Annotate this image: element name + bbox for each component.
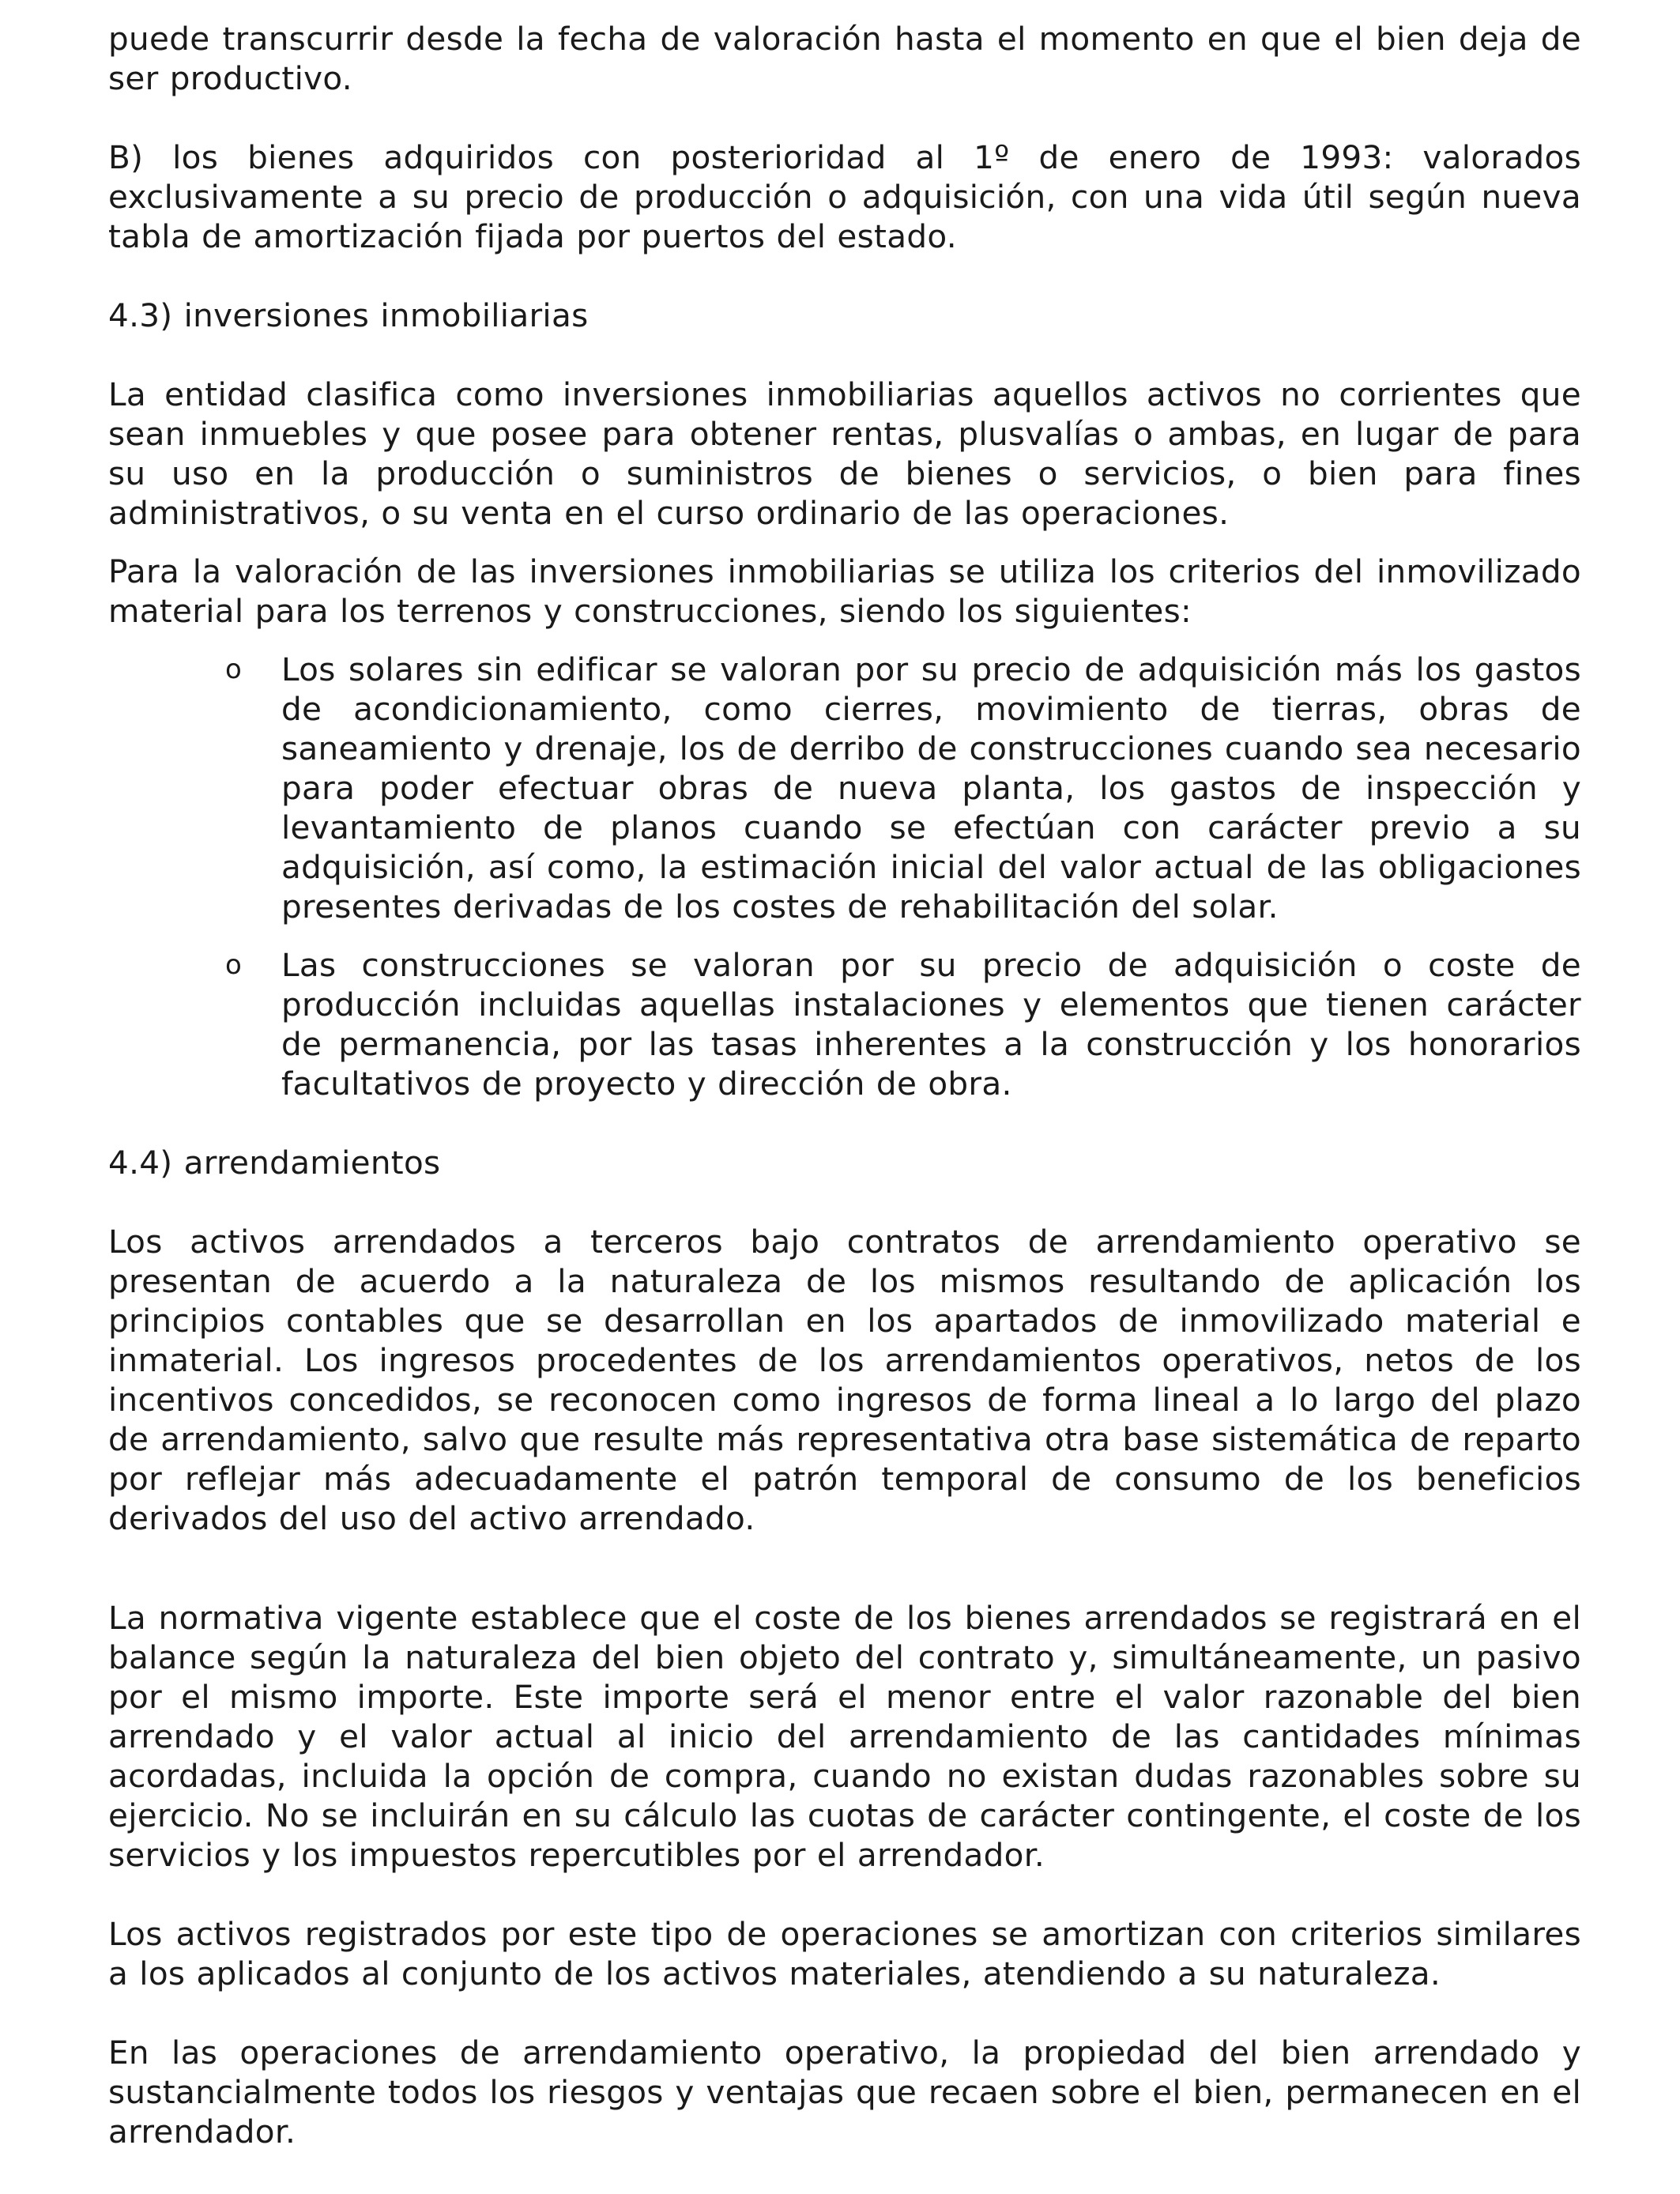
criteria-list [108,650,1581,1103]
paragraph-propiedad: En las operaciones de arrendamiento operativo, la propiedad del bien arrendado y sustancialmente todos los riesgos y ventajas que recaen sobre el bien, permanecen en el arrendador. [108,2034,1581,2151]
bullet-circle-icon: o [225,949,243,981]
paragraph-inversiones-criterios: Para la valoración de las inversiones inmobiliarias se utiliza los criterios del inmovilizado material para los terrenos y construcciones, siendo los siguientes: [108,552,1581,630]
paragraph-continuation: puede transcurrir desde la fecha de valoración hasta el momento en que el bien deja de ser productivo. [108,20,1581,97]
paragraph-amortizacion: Los activos registrados por este tipo de operaciones se amortizan con criterios similares a los aplicados al conjunto de los activos materiales, atendiendo a su naturaleza. [108,1915,1581,1992]
list-item [108,650,1581,926]
list-item [108,945,1581,1103]
section-heading-arrendamientos: 4.4) arrendamientos [108,1144,441,1182]
list-item-text: Los solares sin edificar se valoran por su precio de adquisición más los gastos de acondicionamiento, como cierres, movimiento de tierras, obras de saneamiento y drenaje, los de derribo de construcciones cuando sea necesario para poder efectuar obras de nueva planta, los gastos de inspección y levantamiento de planos cuando se efectúan con carácter previo a su adquisición, así como, la estimación inicial del valor actual de las obligaciones presentes derivadas de los costes de rehabilitación del solar. [281,650,1581,925]
paragraph-bienes-1993: B) los bienes adquiridos con posterioridad al 1º de enero de 1993: valorados exclusivamente a su precio de producción o adquisición, con una vida útil según nueva tabla de amortización fijada por puertos del estado. [108,138,1581,255]
paragraph-inversiones-intro: La entidad clasifica como inversiones inmobiliarias aquellos activos no corrientes que sean inmuebles y que posee para obtener rentas, plusvalías o ambas, en lugar de para su uso en la producción o suministros de bienes o servicios, o bien para fines administrativos, o su venta en el curso ordinario de las operaciones. [108,375,1581,532]
document-page [108,0,1581,2151]
paragraph-arrendamientos-operativos: Los activos arrendados a terceros bajo contratos de arrendamiento operativo se presentan de acuerdo a la naturaleza de los mismos resultando de aplicación los principios contables que se desarrollan en los apartados de inmovilizado material e inmaterial. Los ingresos procedentes de los arrendamientos operativos, netos de los incentivos concedidos, se reconocen como ingresos de forma lineal a lo largo del plazo de arrendamiento, salvo que resulte más representativa otra base sistemática de reparto por reflejar más adecuadamente el patrón temporal de consumo de los beneficios derivados del uso del activo arrendado. [108,1223,1581,1537]
bullet-circle-icon: o [225,654,243,685]
paragraph-normativa-vigente: La normativa vigente establece que el coste de los bienes arrendados se registrará en el balance según la naturaleza del bien objeto del contrato y, simultáneamente, un pasivo por el mismo importe. Este importe será el menor entre el valor razonable del bien arrendado y el valor actual al inicio del arrendamiento de las cantidades mínimas acordadas, incluida la opción de compra, cuando no existan dudas razonables sobre su ejercicio. No se incluirán en su cálculo las cuotas de carácter contingente, el coste de los servicios y los impuestos repercutibles por el arrendador. [108,1599,1581,1874]
section-heading-inversiones: 4.3) inversiones inmobiliarias [108,296,589,334]
list-item-text: Las construcciones se valoran por su precio de adquisición o coste de producción incluidas aquellas instalaciones y elementos que tienen carácter de permanencia, por las tasas inherentes a la construcción y los honorarios facultativos de proyecto y dirección de obra. [281,946,1581,1103]
